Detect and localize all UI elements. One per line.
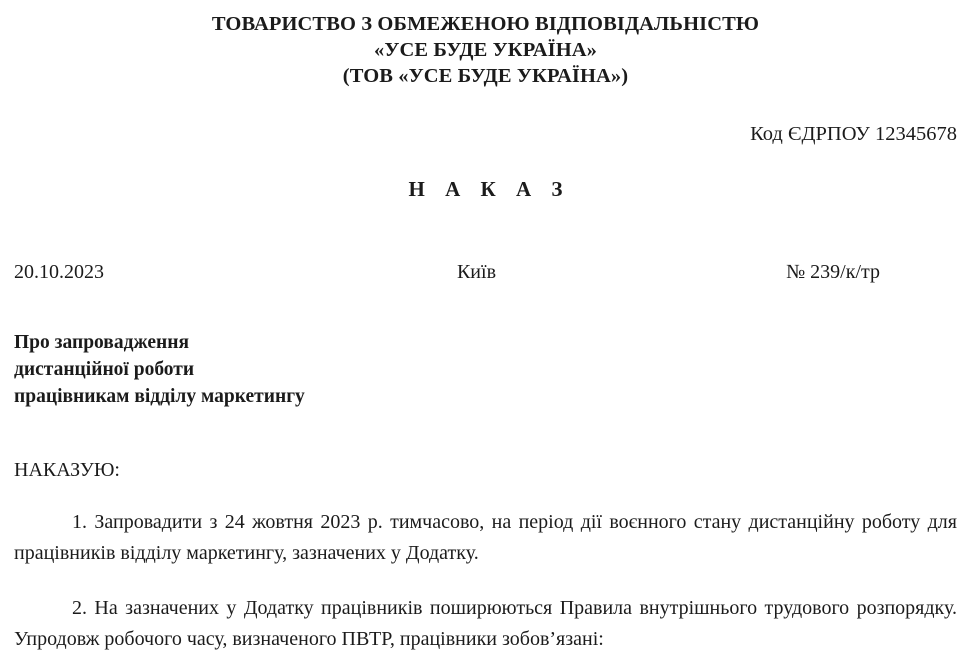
document-date: 20.10.2023 <box>14 261 104 283</box>
document-city: Київ <box>456 261 497 283</box>
directive-keyword: НАКАЗУЮ: <box>14 459 120 481</box>
subject-line-3: працівникам відділу маркетингу <box>14 386 305 407</box>
edrpou-code: Код ЄДРПОУ 12345678 <box>750 123 957 145</box>
subject-line-2: дистанційної роботи <box>14 359 195 380</box>
document-content <box>14 0 957 658</box>
document-subject-block <box>14 329 957 410</box>
order-clause-1: 1. Запровадити з 24 жовтня 2023 р. тимчасово, на період дії воєнного стану дистанційну роботу для працівників відділу маркетингу, зазначених у Додатку. <box>14 511 957 564</box>
order-clause-2: 2. На зазначених у Додатку працівників поширюються Правила внутрішнього трудового розпорядку. Упродовж робочого часу, визначеного ПВТР, працівники зобов’язані: <box>14 597 957 650</box>
document-type-title: Н А К А З <box>408 177 570 201</box>
subject-line-1: Про запровадження <box>14 332 190 353</box>
document-number: № 239/к/тр <box>786 261 880 283</box>
organization-header <box>14 11 957 89</box>
organization-name-line-1: ТОВАРИСТВО З ОБМЕЖЕНОЮ ВІДПОВІДАЛЬНІСТЮ <box>211 13 760 35</box>
document-meta-row <box>14 259 957 285</box>
organization-name-line-2: «УСЕ БУДЕ УКРАЇНА» <box>374 39 597 61</box>
organization-short-name-line: (ТОВ «УСЕ БУДЕ УКРАЇНА») <box>342 65 629 87</box>
